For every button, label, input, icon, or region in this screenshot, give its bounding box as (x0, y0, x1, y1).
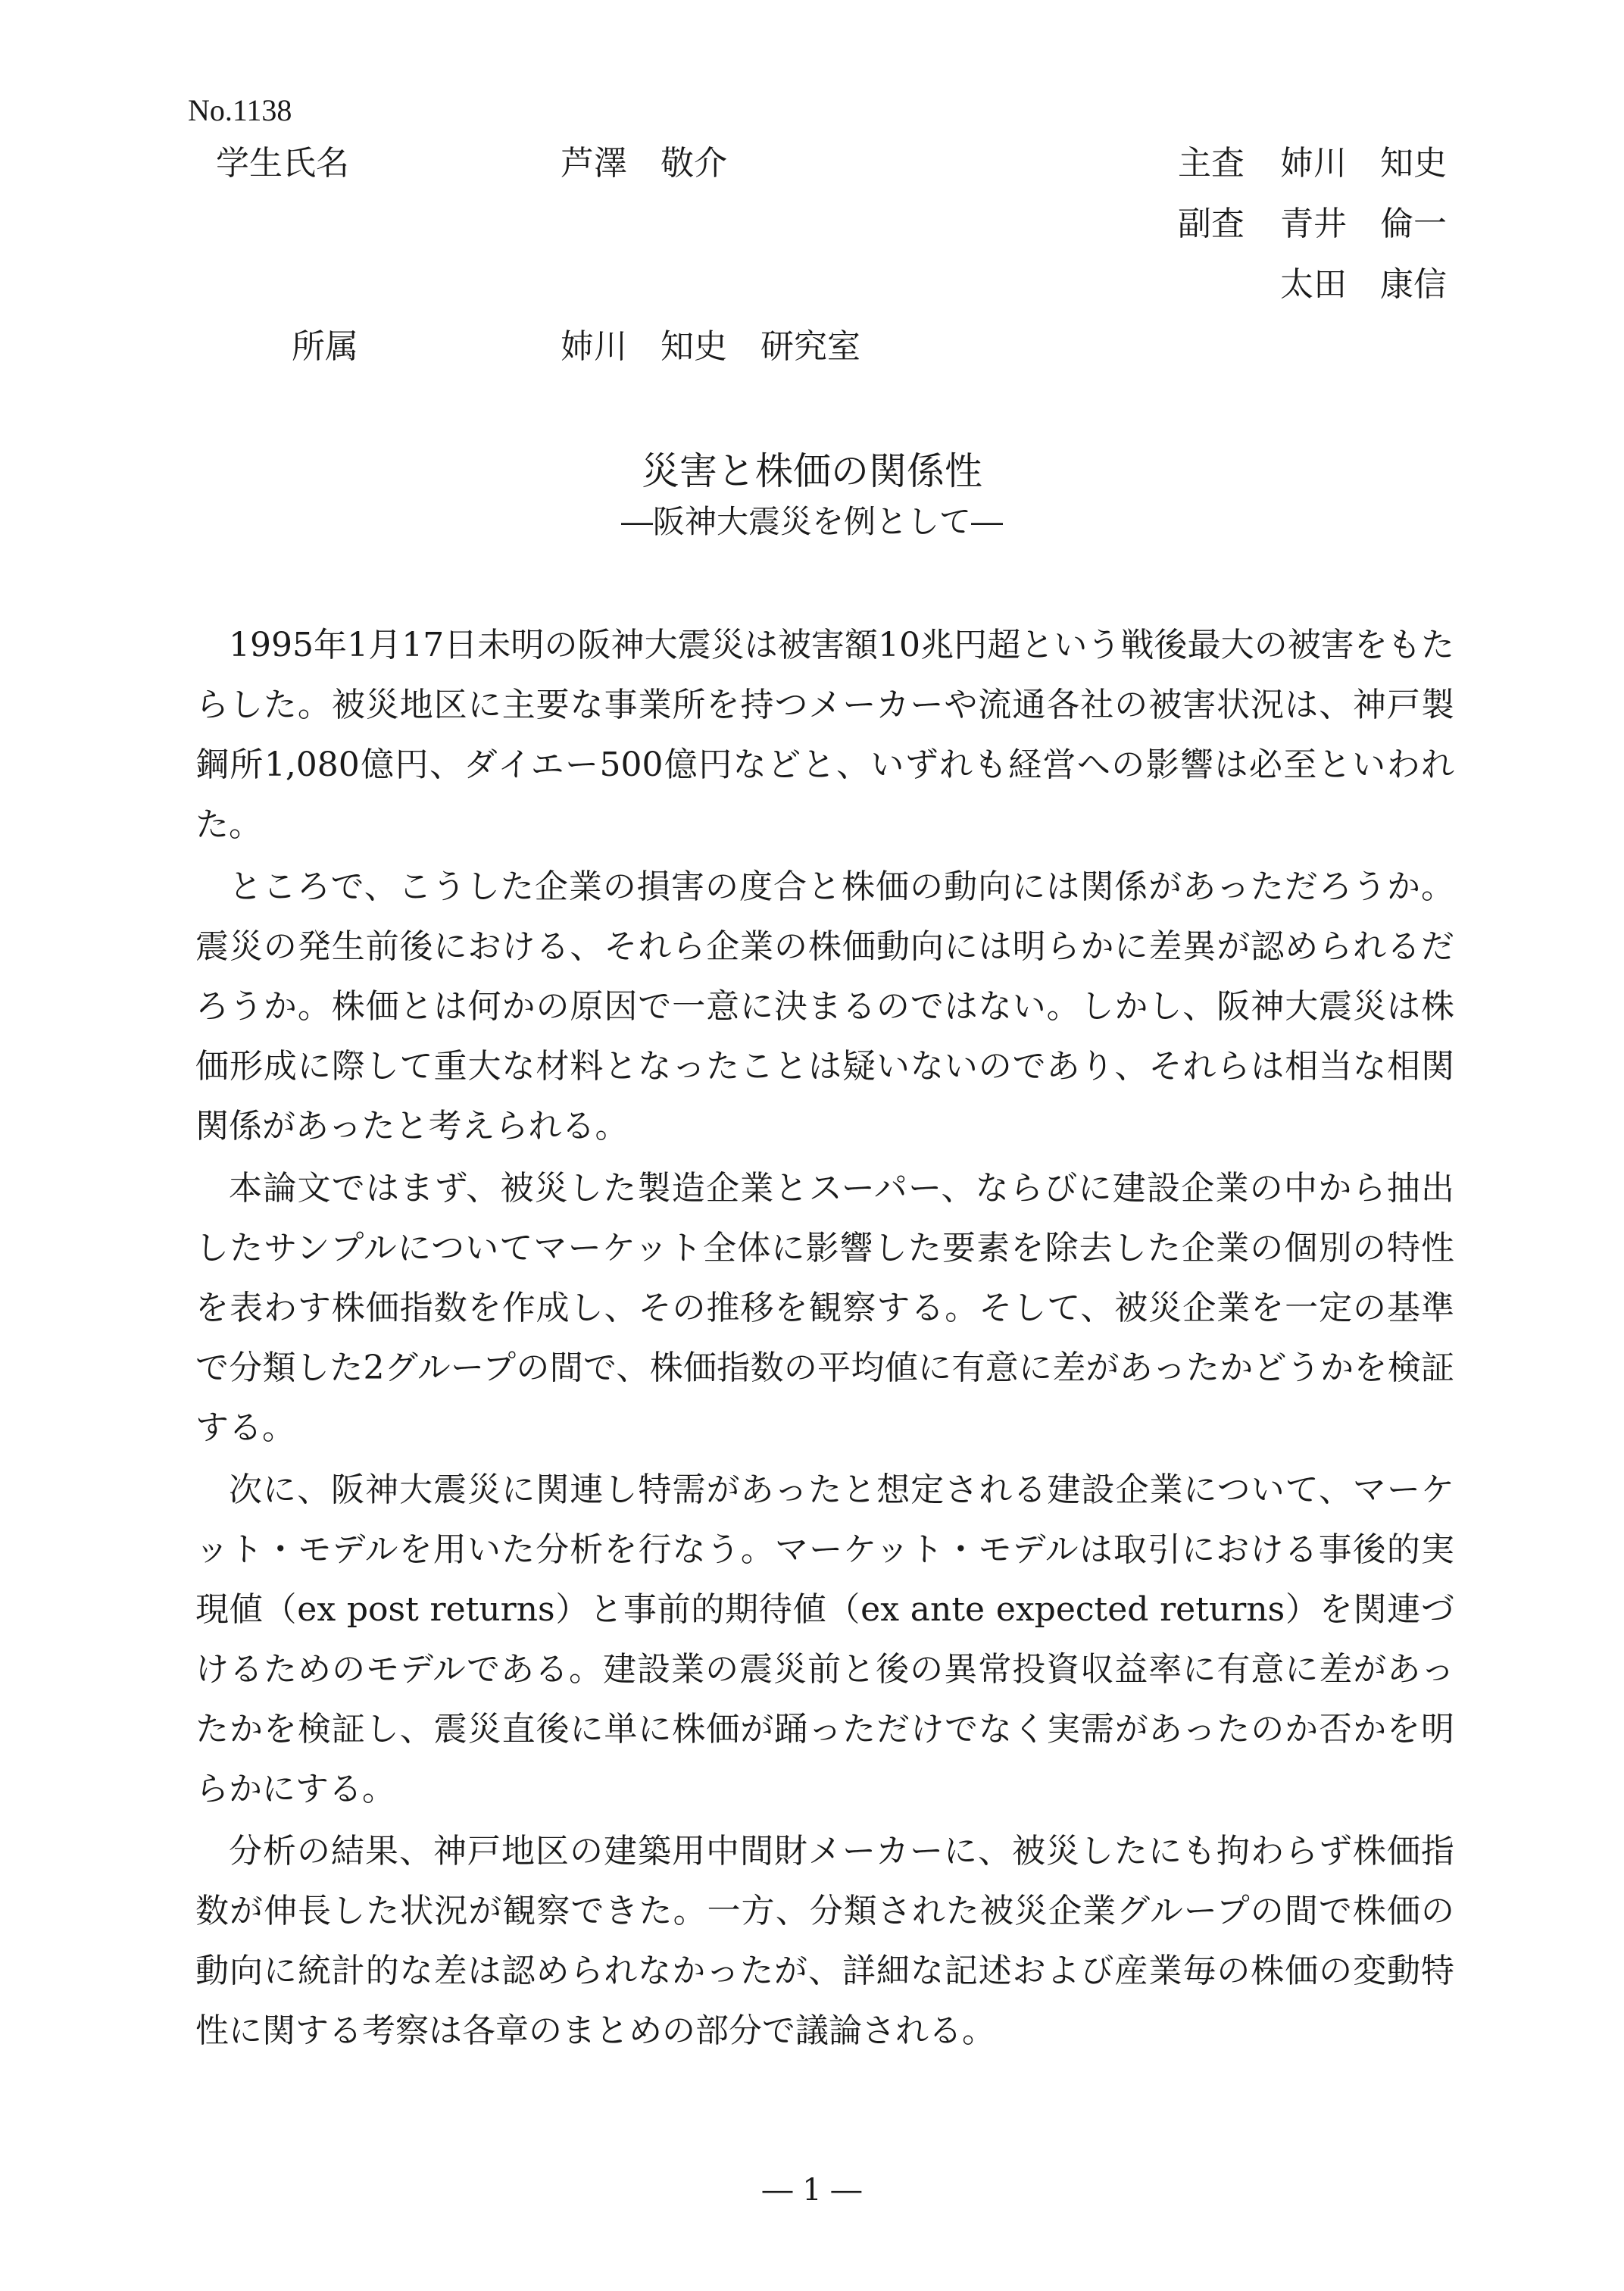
paragraph: ところで、こうした企業の損害の度合と株価の動向には関係があっただろうか。震災の発生前後における、それら企業の株価動向には明らかに差異が認められるだろうか。株価とは何かの原因で一意に決まるのではない。しかし、阪神大震災は株価形成に際して重大な材料となったことは疑いないのであり、それらは相当な相関関係があったと考えられる。 (195, 867, 1454, 1146)
affiliation: 姉川 知史 研究室 (561, 327, 860, 366)
student-name: 芦澤 敬介 (561, 144, 727, 183)
paragraph: 1995年1月17日未明の阪神大震災は被害額10兆円超という戦後最大の被害をもたらした。被災地区に主要な事業所を持つメーカーや流通各社の被害状況は、神戸製鋼所1,080億円、ダイエー500億円などと、いずれも経営への影響は必至といわれた。 (195, 626, 1454, 844)
chief-examiner-label: 主査 (1178, 144, 1245, 183)
paragraph: 分析の結果、神戸地区の建築用中間財メーカーに、被災したにも拘わらず株価指数が伸長した状況が観察できた。一方、分類された被災企業グループの間で株価の動向に統計的な差は認められなかったが、詳細な記述および産業毎の株価の変動特性に関する考察は各章のまとめの部分で議論される。 (195, 1832, 1454, 2050)
sub-examiner-name-2: 太田 康信 (1280, 265, 1447, 304)
paragraph: 次に、阪神大震災に関連し特需があったと想定される建設企業について、マーケット・モデルを用いた分析を行なう。マーケット・モデルは取引における事後的実現値（ex post returns）と事前的期待値（ex ante expected returns）を関連づけるためのモデルである。建設業の震災前と後の異常投資収益率に有意に差があったかを検証し、震災直後に単に株価が踊っただけでなく実需があったのか否かを明らかにする。 (195, 1471, 1454, 1808)
paper-title: 災害と株価の関係性 (642, 449, 982, 493)
sub-examiner-label: 副査 (1178, 205, 1245, 243)
paper-subtitle: ―阪神大震災を例として― (620, 503, 1003, 540)
page-number: ― 1 ― (762, 2173, 862, 2208)
paragraph: 本論文ではまず、被災した製造企業とスーパー、ならびに建設企業の中から抽出したサンプルについてマーケット全体に影響した要素を除去した企業の個別の特性を表わす株価指数を作成し、その推移を観察する。そして、被災企業を一定の基準で分類した2グループの間で、株価指数の平均値に有意に差があったかどうかを検証する。 (195, 1169, 1454, 1447)
document-number: No.1138 (188, 93, 292, 127)
chief-examiner-name: 姉川 知史 (1280, 144, 1447, 183)
sub-examiner-name-1: 青井 倫一 (1280, 205, 1447, 243)
abstract-body (195, 615, 1454, 2063)
affiliation-label: 所属 (292, 327, 358, 366)
student-name-label: 学生氏名 (216, 144, 349, 183)
